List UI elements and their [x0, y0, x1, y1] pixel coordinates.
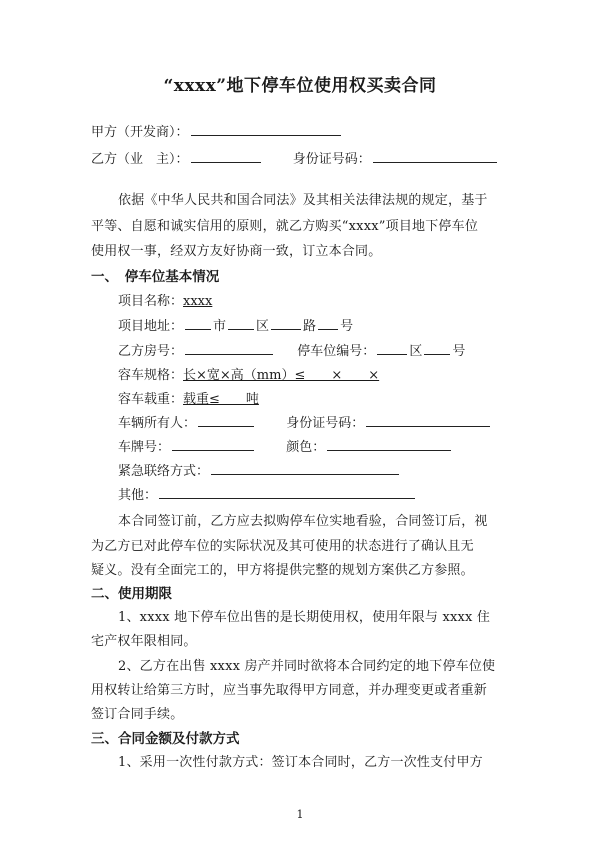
plate-blank[interactable]	[172, 436, 254, 451]
project-address-line	[118, 315, 353, 334]
color-label: 颜色：	[286, 440, 326, 455]
other-line	[118, 484, 417, 503]
size-value[interactable]: 长×宽×高（mm）≤ × ×	[183, 368, 380, 383]
contact-blank[interactable]	[211, 460, 399, 475]
size-line	[118, 364, 419, 383]
intro-line-3: 使用权一事，经双方友好协商一致，订立本合同。	[91, 244, 382, 259]
plate-line	[118, 436, 453, 455]
intro-line-1: 依据《中华人民共和国合同法》及其相关法律法规的规定，基于	[118, 193, 488, 208]
load-line	[118, 388, 259, 407]
section-1-heading: 一、 停车位基本情况	[91, 269, 220, 285]
color-blank[interactable]	[327, 436, 451, 451]
b-house-label: 乙方房号：	[118, 344, 184, 359]
party-b-blank[interactable]	[191, 148, 261, 163]
addr-city: 市	[213, 319, 227, 334]
project-address-label: 项目地址：	[118, 319, 184, 334]
s2-p2-line-2: 用权转让给第三方时，应当事先取得甲方同意，并办理变更或者重新	[91, 683, 488, 698]
party-a-label: 甲方（开发商）：	[91, 125, 189, 140]
project-name-value: xxxx	[183, 294, 213, 309]
project-name-line	[118, 290, 212, 309]
addr-no-blank[interactable]	[318, 315, 338, 330]
addr-district: 区	[256, 319, 270, 334]
addr-road-blank[interactable]	[271, 315, 301, 330]
contact-line	[118, 460, 401, 479]
id-label: 身份证号码：	[292, 152, 371, 167]
page-number: 1	[296, 808, 304, 821]
owner-id-blank[interactable]	[366, 412, 490, 427]
party-b-label: 乙方（业 主）：	[91, 152, 189, 167]
owner-blank[interactable]	[198, 412, 254, 427]
owner-line	[118, 412, 492, 431]
contact-label: 紧急联络方式：	[118, 464, 210, 479]
note-line-3: 疑义。没有全面完工的，甲方将提供完整的规划方案供乙方参照。	[91, 563, 474, 578]
addr-district-blank[interactable]	[228, 315, 254, 330]
id-blank[interactable]	[373, 148, 497, 163]
party-b-line	[91, 148, 499, 167]
space-no-label: 停车位编号：	[297, 344, 376, 359]
space-no-blank[interactable]	[424, 340, 450, 355]
load-label: 容车载重：	[118, 392, 184, 407]
house-space-line	[118, 340, 465, 359]
s2-p1-line-2: 宅产权年限相同。	[91, 634, 197, 649]
s2-p1-line-1: 1、xxxx 地下停车位出售的是长期使用权，使用年限与 xxxx 住	[118, 610, 491, 625]
addr-city-blank[interactable]	[185, 315, 211, 330]
section-3-heading: 三、合同金额及付款方式	[91, 731, 240, 747]
project-name-label: 项目名称：	[118, 294, 184, 309]
note-line-1: 本合同签订前，乙方应去拟购停车位实地看验，合同签订后，视	[118, 514, 488, 529]
space-no: 号	[452, 344, 466, 359]
plate-label: 车牌号：	[118, 440, 171, 455]
load-value[interactable]: 载重≤ 吨	[183, 392, 259, 407]
owner-id-label: 身份证号码：	[286, 416, 365, 431]
party-a-line	[91, 121, 343, 140]
b-house-blank[interactable]	[185, 340, 273, 355]
size-label: 容车规格：	[118, 368, 184, 383]
addr-road: 路	[303, 319, 317, 334]
other-label: 其他：	[118, 488, 158, 503]
party-a-blank[interactable]	[191, 121, 341, 136]
section-2-heading: 二、使用期限	[91, 586, 172, 602]
other-blank[interactable]	[159, 484, 415, 499]
s2-p2-line-3: 签订合同手续。	[91, 707, 184, 722]
s2-p2-line-1: 2、乙方在出售 xxxx 房产并同时欲将本合同约定的地下停车位使	[118, 659, 496, 674]
space-district-blank[interactable]	[377, 340, 407, 355]
contract-title: “xxxx”地下停车位使用权买卖合同	[163, 76, 437, 96]
s3-p1-line-1: 1、采用一次性付款方式：签订本合同时，乙方一次性支付甲方	[118, 755, 483, 770]
owner-label: 车辆所有人：	[118, 416, 197, 431]
intro-line-2: 平等、自愿和诚实信用的原则，就乙方购买“xxxx”项目地下停车位	[91, 219, 479, 234]
space-district: 区	[409, 344, 423, 359]
note-line-2: 为乙方已对此停车位的实际状况及其可使用的状态进行了确认且无	[91, 539, 474, 554]
addr-no: 号	[340, 319, 354, 334]
